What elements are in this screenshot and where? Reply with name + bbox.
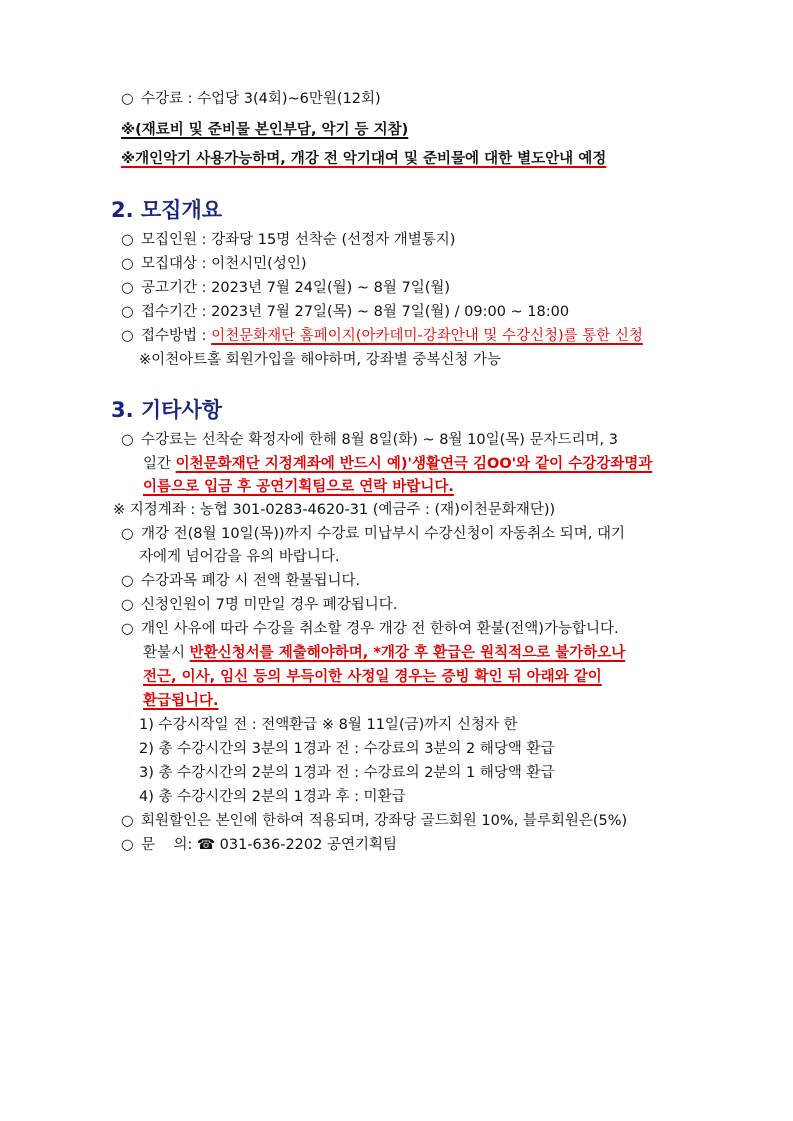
method-link[interactable]: 이천문화재단 홈페이지(아카데미-강좌안내 및 수강신청)를 통한 신청 [211,328,643,344]
fee-note-materials: ※(재료비 및 준비물 본인부담, 악기 등 지참) [121,122,409,138]
fee-line [121,89,381,109]
contact-label: 문 의: [141,837,197,853]
item1-line3: 이름으로 입금 후 공연기획팀으로 연락 바랍니다. [143,479,454,495]
bullet: ○ [121,837,134,853]
bullet: ○ [121,328,134,344]
refund-rule: 3) 총 수강시간의 2분의 1경과 전 : 수강료의 2분의 1 해당액 환급 [139,765,555,781]
recruit-item-text: 모집대상 : 이천시민(성인) [141,256,307,272]
bullet: ○ [121,526,134,542]
item5-line1: 개인 사유에 따라 수강을 취소할 경우 개강 전 한하여 환불(전액)가능합니다. [141,621,619,637]
item5-line2-red: 반환신청서를 제출해야하며, *개강 후 환급은 원칙적으로 불가하오나 [189,645,626,661]
item5-line2-plain: 환불시 [143,645,190,661]
item6-text: 회원할인은 본인에 한하여 적용되며, 강좌당 골드회원 10%, 블루회원은(5%) [141,813,628,829]
recruit-item-text: 접수기간 : 2023년 7월 27일(목) ~ 8월 7일(월) / 09:00 ~ 18:00 [141,304,570,320]
bullet: ○ [121,256,134,272]
contact-text: 031-636-2202 공연기획팀 [215,837,397,853]
item1-line2 [143,454,652,474]
method-note: ※이천아트홀 회원가입을 해야하며, 강좌별 중복신청 가능 [139,352,501,368]
item1-line2-plain: 일간 [143,456,176,472]
item1-line1: 수강료는 선착순 확정자에 한해 8월 8일(화) ~ 8월 10일(목) 문자드리며, 3 [141,432,618,448]
bullet: ○ [121,232,134,248]
bullet: ○ [121,280,134,296]
fee-text: 수강료 : 수업당 3(4회)~6만원(12회) [141,91,381,107]
phone-icon: ☎ [196,837,216,853]
other-item-4 [121,595,397,615]
recruit-item [121,254,307,274]
section-heading-other: 3. 기타사항 [111,398,223,422]
recruit-method [121,326,643,346]
other-item-5 [121,619,619,639]
item2-line1: 개강 전(8월 10일(목))까지 수강료 미납부시 수강신청이 자동취소 되며, 대기 [141,526,625,542]
bullet: ○ [121,597,134,613]
refund-rule: 1) 수강시작일 전 : 전액환급 ※ 8월 11일(금)까지 신청자 한 [139,717,518,733]
bullet: ○ [121,304,134,320]
bullet: ○ [121,813,134,829]
other-item-7 [121,835,397,855]
account-note: ※ 지정계좌 : 농협 301-0283-4620-31 (예금주 : (재)이천문화재단)) [113,502,556,518]
item5-line2 [143,643,625,663]
other-item-6 [121,811,627,831]
item3-text: 수강과목 폐강 시 전액 환불됩니다. [141,573,361,589]
bullet: ○ [121,621,134,637]
recruit-item [121,230,455,250]
recruit-item-text: 모집인원 : 강좌당 15명 선착순 (선정자 개별통지) [141,232,456,248]
recruit-item-text: 공고기간 : 2023년 7월 24일(월) ~ 8월 7일(월) [141,280,451,296]
item4-text: 신청인원이 7명 미만일 경우 폐강됩니다. [141,597,398,613]
other-item-3 [121,571,360,591]
other-item-2 [121,524,625,544]
method-label: 접수방법 : [141,328,212,344]
item2-line2: 자에게 넘어감을 유의 바랍니다. [139,549,340,565]
bullet: ○ [121,573,134,589]
bullet: ○ [121,432,134,448]
section-heading-recruitment: 2. 모집개요 [111,198,223,222]
item1-line2-red: 이천문화재단 지정계좌에 반드시 예)'생활연극 김OO'와 같이 수강강좌명과 [175,456,653,472]
recruit-item [121,278,450,298]
item5-line4: 환급됩니다. [143,693,219,709]
recruit-item [121,302,569,322]
refund-rule: 4) 총 수강시간의 2분의 1경과 후 : 미환급 [139,789,406,805]
fee-note-instruments: ※개인악기 사용가능하며, 개강 전 악기대여 및 준비물에 대한 별도안내 예정 [121,151,607,167]
bullet: ○ [121,91,134,107]
other-item-1 [121,430,618,450]
refund-rule: 2) 총 수강시간의 3분의 1경과 전 : 수강료의 3분의 2 해당액 환급 [139,741,555,757]
item5-line3: 전근, 이사, 임신 등의 부득이한 사정일 경우는 증빙 확인 뒤 아래와 같이 [143,669,602,685]
